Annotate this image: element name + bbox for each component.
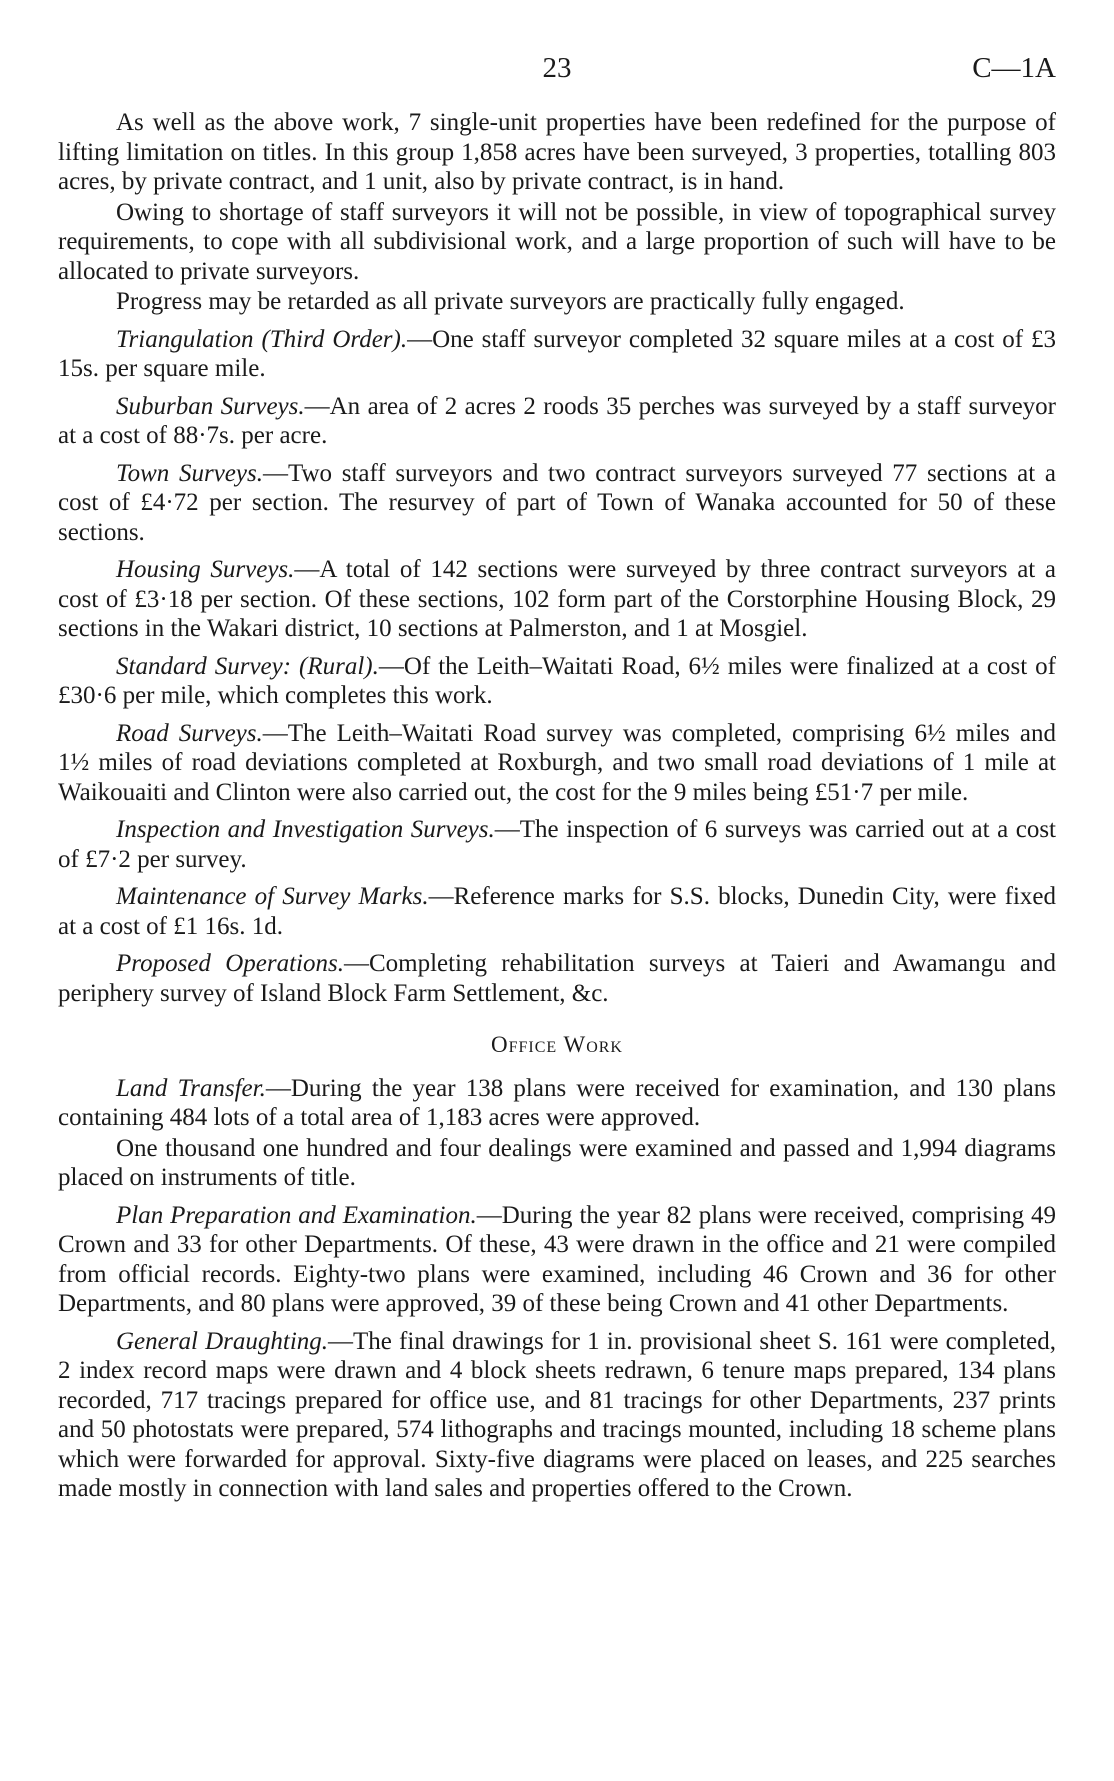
- paragraph-housing-surveys: [58, 555, 1056, 644]
- paragraph-town-surveys: [58, 459, 1056, 548]
- paragraph-text: —During the year 138 plans were received for examination, and 130 plans containing 484 lots of a total area of 1,183 acres were approved.: [58, 1074, 1056, 1131]
- paragraph-text: —Two staff surveyors and two contract surveyors surveyed 77 sections at a cost of £4·72 per section. The resurvey of part of Town of Wanaka accounted for 50 of these sections.: [58, 459, 1056, 546]
- paragraph-proposed-operations: [58, 949, 1056, 1008]
- paragraph-heading: Maintenance of Survey Marks.: [116, 883, 429, 910]
- paragraph-1: [58, 198, 1056, 287]
- paragraph-text: Progress may be retarded as all private surveyors are practically fully engaged.: [116, 288, 905, 315]
- paragraph-standard-survey: [58, 652, 1056, 711]
- paragraph-text: —A total of 142 sections were surveyed by three contract surveyors at a cost of £3·18 per section. Of these sections, 102 form part of the Corstorphine Housing Block, 29 sections in the Wakari district, 10 sections at Palmerston, and 1 at Mosgiel.: [58, 556, 1057, 642]
- paragraph-text: —The Leith–Waitati Road survey was completed, comprising 6½ miles and 1½ miles of road deviations completed at Roxburgh, and two small road deviations of 1 mile at Waikouaiti and Clinton were also carried out, the cost for the 9 miles being £51·7 per mile.: [58, 719, 1056, 806]
- paragraph-inspection-surveys: [58, 815, 1056, 874]
- paragraph-text: One thousand one hundred and four dealings were examined and passed and 1,994 diagrams placed on instruments of title.: [58, 1134, 1056, 1191]
- paragraph-dealings: [58, 1134, 1056, 1193]
- paragraph-heading: Proposed Operations.: [116, 950, 344, 977]
- paragraph-suburban-surveys: [58, 392, 1056, 451]
- paragraph-heading: Town Surveys.: [116, 459, 263, 487]
- paragraph-heading: Suburban Surveys.: [116, 392, 305, 420]
- paragraph-heading: General Draughting.: [116, 1327, 329, 1355]
- paragraph-survey-marks: [58, 882, 1056, 941]
- paragraph-triangulation: [58, 325, 1056, 384]
- paragraph-text: —The final drawings for 1 in. provisional sheet S. 161 were completed, 2 index record maps were drawn and 4 block sheets redrawn, 6 tenure maps prepared, 134 plans recorded, 717 tracings prepared for office use, and 81 tracings for other Departments, 237 prints and 50 photostats were prepared, 574 lithographs and tracings mounted, including 18 scheme plans which were forwarded for approval. Sixty-five diagrams were placed on leases, and 225 searches made mostly in connection with land sales and properties offered to the Crown.: [58, 1327, 1056, 1502]
- paragraph-general-draughting: [58, 1327, 1056, 1504]
- paragraph-text: As well as the above work, 7 single-unit properties have been redefined for the purpose of lifting limitation on titles. In this group 1,858 acres have been surveyed, 3 properties, totalling 803 acres, by private contract, and 1 unit, also by private contract, is in hand.: [58, 109, 1056, 195]
- paragraph-text: —One staff surveyor completed 32 square miles at a cost of £3 15s. per square mile.: [58, 325, 1056, 382]
- paragraph-2: [58, 287, 1056, 317]
- paragraph-text: —Completing rehabilitation surveys at Taieri and Awamangu and periphery survey of Island Block Farm Settlement, &c.: [58, 950, 1057, 1007]
- paragraph-heading: Plan Preparation and Examination.: [116, 1201, 477, 1229]
- paragraph-text: —An area of 2 acres 2 roods 35 perches was surveyed by a staff surveyor at a cost of 88·7s. per acre.: [58, 392, 1056, 449]
- paragraph-plan-preparation: [58, 1201, 1056, 1319]
- page-header: [0, 52, 1114, 92]
- document-reference: C—1A: [972, 52, 1056, 84]
- section-title-office-work: Office Work: [490, 1032, 623, 1057]
- paragraph-heading: Triangulation (Third Order).: [116, 325, 408, 353]
- paragraph-text: Owing to shortage of staff surveyors it will not be possible, in view of topographical survey requirements, to cope with all subdivisional work, and a large proportion of such will have to be allocated to private surveyors.: [58, 198, 1056, 285]
- paragraph-road-surveys: [58, 719, 1056, 808]
- page-number: 23: [542, 52, 572, 84]
- paragraph-heading: Inspection and Investigation Surveys.: [116, 816, 495, 843]
- paragraph-text: —Of the Leith–Waitati Road, 6½ miles were finalized at a cost of £30·6 per mile, which completes this work.: [58, 652, 1057, 709]
- paragraph-text: —Reference marks for S.S. blocks, Dunedin City, were fixed at a cost of £1 16s. 1d.: [58, 883, 1056, 940]
- paragraph-heading: Land Transfer.: [116, 1074, 266, 1102]
- paragraph-land-transfer: [58, 1074, 1056, 1133]
- paragraph-0: [58, 108, 1056, 197]
- paragraph-heading: Housing Surveys.: [116, 556, 295, 583]
- paragraph-text: —The inspection of 6 surveys was carried out at a cost of £7·2 per survey.: [58, 816, 1057, 873]
- paragraph-heading: Road Surveys.: [116, 719, 263, 747]
- paragraph-text: —During the year 82 plans were received, comprising 49 Crown and 33 for other Departments. Of these, 43 were drawn in the office and 21 were compiled from official records. Eighty-two plans were examined, including 46 Crown and 36 for other Departments, and 80 plans were approved, 39 of these being Crown and 41 other Departments.: [58, 1201, 1057, 1317]
- paragraph-heading: Standard Survey: (Rural).: [116, 652, 379, 680]
- document-body: [58, 108, 1056, 1504]
